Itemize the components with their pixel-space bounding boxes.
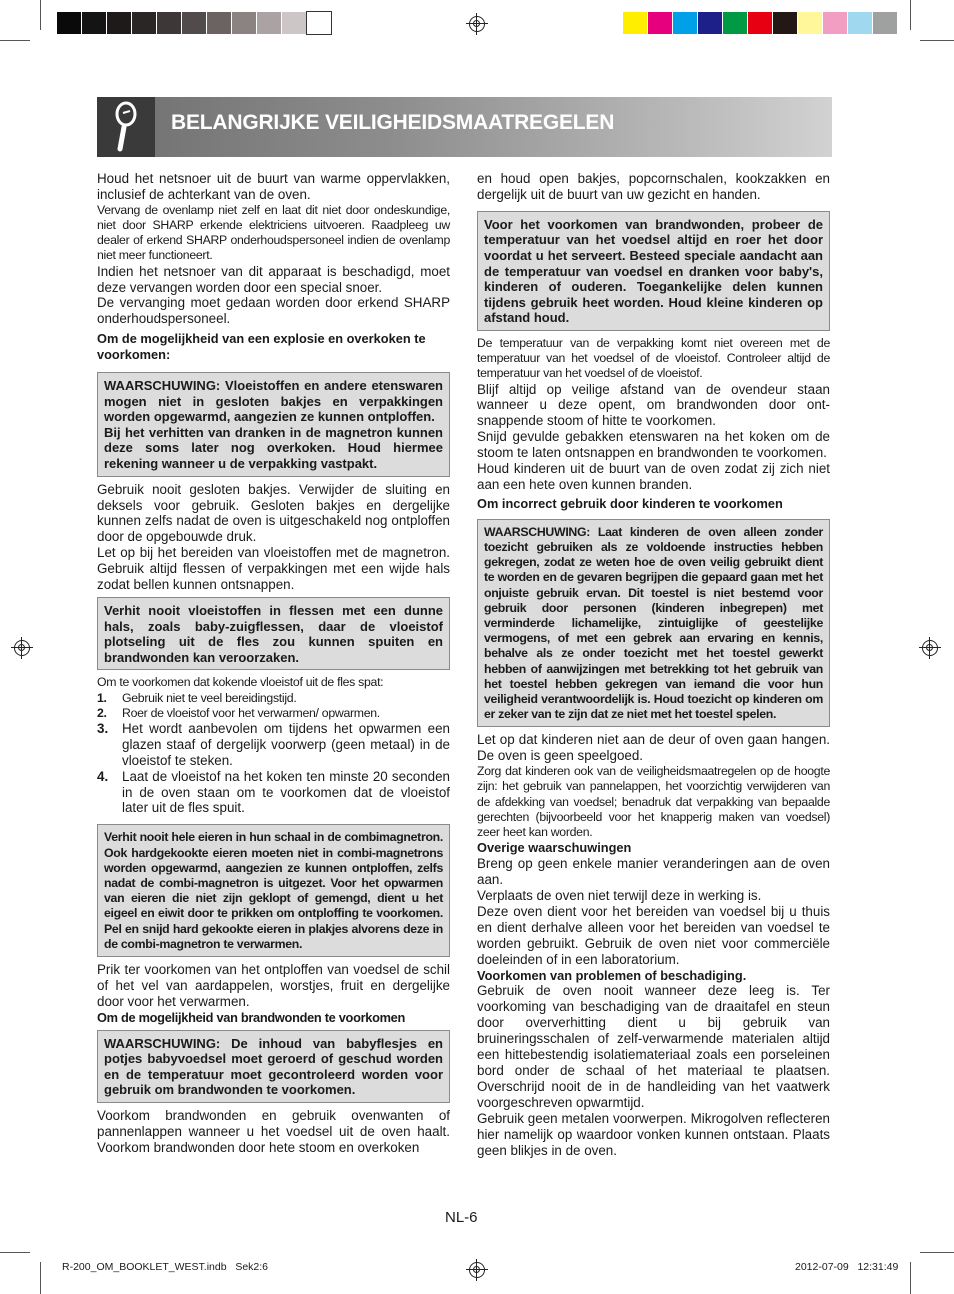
footer-timestamp: 2012-07-09 12:31:49 [795,1261,899,1273]
paragraph: Let op dat kinderen niet aan de deur of oven gaan hangen. De oven is geen speelgoed. [477,732,830,764]
instruction-list [97,691,450,817]
warning-box [97,1030,450,1103]
section-heading: Om de mogelijkheid van een explosie en overkoken te voorkomen: [97,331,426,363]
warning-text: WAARSCHUWING: Laat kinderen de oven alleen zonder toezicht gebruiken als ze voldoende instructies hebben gekregen, zodat ze weten hoe de oven veilig gebruikt dient te worden en de gevaren begrijpen die gepaard gaan met het onjuiste gebruik ervan. Dit toestel is niet bestemd voor gebruik door personen (kinderen inbegrepen) met verminderde lichamelijke, zintuiglijke of geestelijke vermogens, of met een gebrek aan ervaring en kennis, behalve als ze onder toezicht met het toestel gewerkt hebben of aanwijzingen met betrekking tot het gebruik van het toestel hebben gekregen van iemand die voor hun veiligheid verantwoordelijk is. Houd toezicht op kinderen om er zeker van te zijn dat ze niet met het toestel spelen. [484,524,823,722]
warning-text: WAARSCHUWING: Vloeistoffen en andere etenswaren mogen niet in gesloten bakjes en verpakkingen worden opgewarmd, aangezien ze kunnen ontploffen. [104,378,443,425]
paragraph: Prik ter voorkomen van het ontploffen van voedsel de schil of het vel van aardappelen, worstjes, fruit en dergelijke door voor het verwarmen. [97,962,450,1009]
crop-mark [0,1252,30,1253]
paragraph: Om te voorkomen dat kokende vloeistof uit de fles spat: [97,675,384,690]
color-swatch [873,12,897,34]
color-swatch [232,12,256,34]
paragraph: Gebruik geen metalen voorwerpen. Mikrogolven reflecteren hier namelijk op waardoor vonken kunnen ontstaan. Plaats geen blikjes in de oven. [477,1110,830,1158]
paragraph: Gebruik nooit gesloten bakjes. Verwijder de sluiting en deksels voor gebruik. Gesloten bakjes en dergelijke kunnen zelfs nadat de oven is uitgeschakeld nog ontploffen door de opgebouwde druk. [97,481,450,545]
paragraph: Let op bij het bereiden van vloeistoffen met de magnetron. Gebruik altijd flessen of verpakkingen met een wijde hals zodat bellen kunnen ontsnappen. [97,545,450,593]
paragraph: Verplaats de oven niet terwijl deze in werking is. [477,888,762,904]
crop-mark [40,0,41,30]
warning-box [477,519,830,728]
color-swatch [848,12,872,34]
warning-box [97,597,450,670]
color-swatch [182,12,206,34]
crop-mark [910,0,911,30]
paragraph: Vervang de ovenlamp niet zelf en laat dit niet door ondeskundige, niet door SHARP erkende elektriciens uitvoeren. Raadpleeg uw dealer of erkend SHARP onderhoudspersoneel indien de ovenlamp niet meer functioneert. [97,202,450,263]
warning-text: Voor het voorkomen van brandwonden, probeer de temperatuur van het voedsel altijd en roer het door voordat u het serveert. Besteed speciale aandacht aan de temperatuur van voedsel en dranken voor baby's, kinderen of ouderen. Toegankelijke delen kunnen tijdens gebruik heet worden. Houd kleine kinderen op afstand houd. [484,216,823,326]
registration-mark-icon [469,16,485,32]
warning-text: Verhit nooit hele eieren in hun schaal in de combimagnetron. Ook hardgekookte eieren moeten niet in combi-magnetrons worden opgewarmd, aangezien ze kunnen ontploffen, zelfs nadat de combi-magnetron is uitgezet. Voor het opwarmen van eieren die niet zijn geklopt of gemengd, dient u het eigeel en eiwit door te prikken om ontploffing te voorkomen. Pel en snijd hard gekookte eieren in plakjes alvorens deze in de combi-magnetron te verwarmen. [104,830,443,951]
registration-mark-icon [922,640,938,656]
color-swatch [132,12,156,34]
left-column [97,171,450,1156]
right-column [477,171,830,1158]
section-heading: Voorkomen van problemen of beschadiging. [477,967,747,983]
warning-box [477,211,830,331]
color-swatch [207,12,231,34]
color-swatch [107,12,131,34]
color-swatch [307,12,331,34]
section-header [97,97,832,157]
section-heading: Overige waarschuwingen [477,840,632,856]
registration-mark-icon [14,640,30,656]
warning-box [97,824,450,957]
paragraph: Houd het netsnoer uit de buurt van warme oppervlakken, inclusief de achterkant van de oven. [97,171,450,202]
color-swatch [623,12,647,34]
paragraph: en houd open bakjes, popcornschalen, kookzakken en dergelijk uit de buurt van uw gezicht en handen. [477,171,830,202]
info-icon [97,97,155,157]
page-number: NL-6 [445,1209,478,1226]
color-swatch [673,12,697,34]
paragraph: Snijd gevulde gebakken etenswaren na het koken om de stoom te laten ontsnappen en brandwonden te voorkomen. [477,429,830,461]
paragraph: Gebruik de oven nooit wanneer deze leeg is. Ter voorkoming van beschadiging van de draaitafel en steun door oververhitting dient u bij gebruik van bruineringsschalen of zelf-verwarmende materialen altijd een hittebestendig isolatiemateriaal zoals een porseleinen bord onder de schaal of het materiaal te plaatsen. Overschrijd nooit de in de handleiding van het vaatwerk voorgeschreven opwarmtijd. [477,983,830,1110]
footer-file-info: R-200_OM_BOOKLET_WEST.indb Sek2:6 [62,1261,269,1273]
color-swatch [798,12,822,34]
color-swatch [748,12,772,34]
crop-mark [920,1252,954,1253]
color-swatch [257,12,281,34]
crop-mark [0,40,30,41]
paragraph: Houd kinderen uit de buurt van de oven zodat zij zich niet aan een hete oven kunnen branden. [477,461,830,493]
warning-text: Bij het verhitten van dranken in de magnetron kunnen deze soms later nog overkoken. Houd hiermee rekening wanneer u de verpakking vastpakt. [104,424,443,472]
color-swatch [57,12,81,34]
paragraph: Indien het netsnoer van dit apparaat is beschadigd, moet deze vervangen worden door een special snoer. [97,263,450,295]
registration-mark-icon [469,1262,485,1278]
paragraph: De temperatuur van de verpakking komt niet overeen met de temperatuur van het voedsel of de vloeistof. Controleer altijd de temperatuur van het voedsel of de vloeistof. [477,335,830,381]
color-swatch [723,12,747,34]
list-item: 4. Laat de vloeistof na het koken ten minste 20 seconden in de oven staan om te voorkomen dat de vloeistof later uit de fles spuit. [97,768,450,816]
color-swatch [648,12,672,34]
paragraph: Deze oven dient voor het bereiden van voedsel bij u thuis en dient derhalve alleen voor het bereiden van voedsel te worden gebruikt. Gebruik de oven niet voor commerciële doeleinden of in een laboratorium. [477,903,830,967]
section-heading: Om de mogelijkheid van brandwonden te voorkomen [97,1009,406,1025]
paragraph: Voorkom brandwonden en gebruik ovenwanten of pannenlappen wanneer u het voedsel uit de oven haalt. Voorkom brandwonden door hete stoom en overkoken [97,1108,450,1155]
warning-text: WAARSCHUWING: De inhoud van babyflesjes en potjes babyvoedsel moet geroerd of geschud worden en de temperatuur moet gecontroleerd worden voor gebruik om brandwonden te voorkomen. [104,1035,443,1098]
color-swatch [823,12,847,34]
paragraph: Zorg dat kinderen ook van de veiligheidsmaatregelen op de hoogte zijn: het gebruik van pannelappen, het voorzichtig verwijderen van de afdekking van voedsel; benadruk dat verpakking van bepaalde gerechten (bijvoorbeeld voor het knapperig maken van voedsel) zeer heet kan worden. [477,764,830,840]
crop-mark [40,1262,41,1294]
color-swatch [157,12,181,34]
list-item: 3. Het wordt aanbevolen om tijdens het opwarmen een glazen staaf of dergelijk voorwerp (geen metaal) in de vloeistof te steken. [97,720,450,768]
page-title: BELANGRIJKE VEILIGHEIDSMAATREGELEN [171,111,615,134]
list-item: 2. Roer de vloeistof voor het verwarmen/ opwarmen. [97,705,380,720]
crop-mark [920,40,954,41]
color-swatch [773,12,797,34]
color-swatch [698,12,722,34]
warning-text: Verhit nooit vloeistoffen in flessen met een dunne hals, zoals baby-zuigflessen, daar de vloeistof plotseling uit de fles zou kunnen spuiten en brandwonden kan veroorzaken. [104,602,443,665]
color-swatch [82,12,106,34]
list-item: 1. Gebruik niet te veel bereidingstijd. [97,690,297,705]
warning-box [97,372,450,477]
section-heading: Om incorrect gebruik door kinderen te voorkomen [477,495,783,511]
paragraph: Breng op geen enkele manier veranderingen aan de oven aan. [477,856,830,888]
color-swatch [282,12,306,34]
crop-mark [910,1262,911,1294]
paragraph: De vervanging moet gedaan worden door erkend SHARP onderhoudspersoneel. [97,295,450,327]
paragraph: Blijf altijd op veilige afstand van de ovendeur staan wanneer u deze opent, om brandwonden door ontsnappende stoom of hitte te voorkomen. [477,381,830,429]
